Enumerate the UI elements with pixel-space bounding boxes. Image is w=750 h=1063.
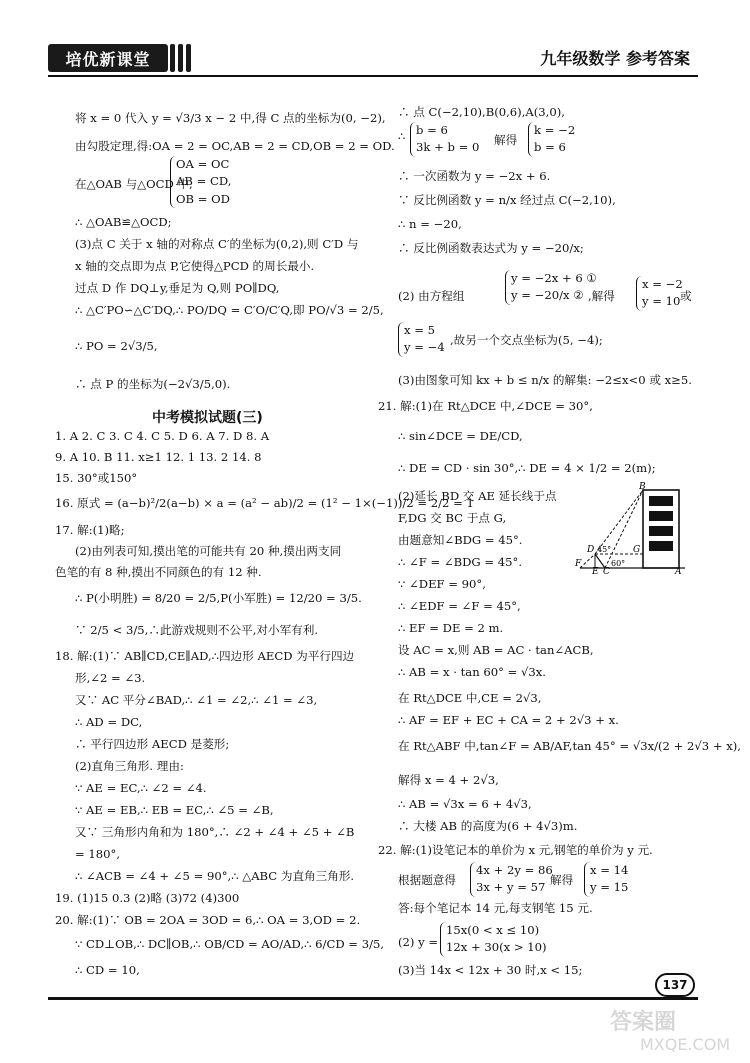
page-number: 137 [655,973,695,997]
text-line: ∴ 大楼 AB 的高度为(6 + 4√3)m. [398,819,578,833]
text-line: 解得 [550,873,574,887]
label-e: E [592,567,599,574]
label-b: B [639,482,646,492]
text-line: 答:每个笔记本 14 元,每支钢笔 15 元. [398,901,593,915]
window [649,541,673,551]
label-angle-45: 45° [597,545,612,554]
equation-system [584,862,628,897]
equation-system [505,270,597,305]
text-line: ∴ ∠F = ∠BDG = 45°. [398,555,523,569]
text-line: 设 AC = x,则 AB = AC · tan∠ACB, [398,643,594,657]
label-f: F [575,559,582,569]
window [649,511,673,521]
equation-system [470,862,553,897]
text-line: 将 x = 0 代入 y = √3/3 x − 2 中,得 C 点的坐标为(0, −2), [75,111,386,125]
text-line: ,故另一个交点坐标为(5, −4); [450,333,603,347]
window [649,496,673,506]
text-line: (2) 由方程组 [398,289,465,303]
text-line: ∴ ∠EDF = ∠F = 45°, [398,599,521,613]
equation: 12x + 30(x > 10) [446,940,547,955]
text-line: ,解得 [588,289,615,303]
text-line: ∴ CD = 10, [75,963,140,977]
text-line: 过点 D 作 DQ⊥y,垂足为 Q,则 PO∥DQ, [75,281,280,295]
text-line: ∴ ∠ACB = ∠4 + ∠5 = 90°,∴ △ABC 为直角三角形. [75,869,355,883]
text-line: (2)延长 BD 交 AE 延长线于点 [398,489,557,503]
answer-line: 19. (1)15 0.3 (2)略 (3)72 (4)300 [55,891,240,905]
series-badge: 培优新课堂 [48,44,168,72]
equation: y = −4 [404,340,445,355]
sight-line-cb [605,490,643,568]
segment-fd [580,554,595,568]
equation-system [440,922,547,957]
text-line: 由勾股定理,得:OA = 2 = OC,AB = 2 = CD,OB = 2 = OD. [75,139,395,153]
text-line: 解得 x = 4 + 2√3, [398,773,499,787]
header-divider [48,75,698,77]
text-line: ∴ AF = EF + EC + CA = 2 + 2√3 + x. [398,713,619,727]
text-line: 由题意知∠BDG = 45°. [398,533,523,547]
equation: OA = OC [176,157,230,171]
text-line: ∴ AB = √3x = 6 + 4√3, [398,797,532,811]
text-line: ∵ 2/5 < 3/5,∴此游戏规则不公平,对小军有利. [75,623,319,637]
text-line: 在 Rt△ABF 中,tan∠F = AB/AF,tan 45° = √3x/(2 + 2√3 + x), [398,739,741,753]
equation: 3x + y = 57 [476,880,546,895]
text-line: ∴ 平行四边形 AECD 是菱形; [75,737,230,751]
text-line: ∴ 反比例函数表达式为 y = −20/x; [398,241,584,255]
text-line: ∴ P(小明胜) = 8/20 = 2/5,P(小军胜) = 12/20 = 3/5. [75,591,362,605]
building-figure [575,482,690,574]
text-line: ∵ ∠DEF = 90°, [398,577,486,591]
text-line: ∴ DE = CD · sin 30°,∴ DE = 4 × 1/2 = 2(m); [398,461,656,475]
equation: y = 10 [642,294,681,309]
window [649,526,673,536]
label-d: D [587,545,595,555]
text-line: 又∵ AC 平分∠BAD,∴ ∠1 = ∠2,∴ ∠1 = ∠3, [75,693,318,707]
text-line: (2) y = [398,935,439,949]
text-line: ∵ AE = EB,∴ EB = EC,∴ ∠5 = ∠B, [75,803,274,817]
answer-line: 16. 原式 = (a−b)²/2(a−b) × a = (a² − ab)/2 = (1² − 1×(−1))/2 = 2/2 = 1 [55,496,474,510]
text-line: = 180°, [75,847,121,861]
header-decoration [170,44,192,72]
equation-system [398,322,445,357]
text-line: ∴ 点 P 的坐标为(−2√3/5,0). [75,377,231,391]
equation: x = −2 [642,277,683,291]
text-line: ∴ n = −20, [398,217,462,231]
equation: x = 5 [404,323,435,337]
watermark-url: MXQE.COM [640,1035,731,1054]
text-line: ∴ sin∠DCE = DE/CD, [398,429,523,443]
text-line: 解得 [494,133,518,147]
answer-line: 21. 解:(1)在 Rt△DCE 中,∠DCE = 30°, [378,399,593,413]
text-line: 色笔的有 8 种,摸出不同颜色的有 12 种. [55,565,262,579]
text-line: 形,∠2 = ∠3. [75,671,146,685]
text-line: 在△OAB 与△OCD 中, [75,177,193,191]
watermark-logo: 答案圈 [610,1010,677,1035]
text-line: ∴ △OAB≌△OCD; [75,215,172,229]
equation: y = −20/x ② [511,288,584,303]
answer-line: 18. 解:(1)∵ AB∥CD,CE∥AD,∴四边形 AECD 为平行四边 [55,649,355,663]
text-line: ∴ [398,129,406,143]
answer-line: 1. A 2. C 3. C 4. C 5. D 6. A 7. D 8. A [55,429,270,443]
slope-dc [595,554,605,568]
text-line: (2)直角三角形. 理由: [75,759,184,773]
text-line: 又∵ 三角形内角和为 180°,∴ ∠2 + ∠4 + ∠5 + ∠B [75,825,355,839]
text-line: 根据题意得 [398,873,456,887]
label-a: A [675,567,682,574]
text-line: ∴ 一次函数为 y = −2x + 6. [398,169,551,183]
text-line: x 轴的交点即为点 P,它使得△PCD 的周长最小. [75,259,315,273]
text-line: ∴ 点 C(−2,10),B(0,6),A(3,0), [398,105,565,119]
equation: x = 14 [590,863,629,877]
equation: AB = CD, [176,174,232,189]
text-line: ∵ AE = EC,∴ ∠2 = ∠4. [75,781,207,795]
text-line: ∵ CD⊥OB,∴ DC∥OB,∴ OB/CD = AO/AD,∴ 6/CD = 3/5, [75,937,385,951]
equation: OB = OD [176,191,230,206]
text-line: (3)点 C 关于 x 轴的对称点 C′的坐标为(0,2),则 C′D 与 [75,237,359,251]
text-line: (3)由图象可知 kx + b ≤ n/x 的解集: −2≤x<0 或 x≥5. [398,373,692,387]
section-title: 中考模拟试题(三) [152,410,263,426]
text-line: (2)由列表可知,摸出笔的可能共有 20 种,摸出两支同 [75,544,342,558]
text-line: ∴ PO = 2√3/5, [75,339,158,353]
header-title: 九年级数学 参考答案 [540,49,690,68]
text-line: ∵ 反比例函数 y = n/x 经过点 C(−2,10), [398,193,616,207]
equation: b = 6 [534,140,566,155]
text-line: ∴ △C′PO∽△C′DQ,∴ PO/DQ = C′O/C′Q,即 PO/√3 = 2/5, [75,303,384,317]
equation: y = −2x + 6 ① [511,271,597,285]
equation: 15x(0 < x ≤ 10) [446,923,540,937]
equation: k = −2 [534,123,576,137]
text-line: ∴ EF = DE = 2 m. [398,621,504,635]
equation-system [528,122,575,157]
answer-line: 9. A 10. B 11. x≥1 12. 1 13. 2 14. 8 [55,450,262,464]
equation: 3k + b = 0 [416,140,480,155]
equation-system [170,156,231,208]
equation-system [636,276,683,311]
equation-system [410,122,479,157]
text-line: (3)当 14x < 12x + 30 时,x < 15; [398,963,583,977]
label-g: G [633,545,641,555]
text-line: ∴ AB = x · tan 60° = √3x. [398,665,546,679]
label-angle-60: 60° [611,559,626,568]
equation: b = 6 [416,123,448,137]
label-c: C [603,567,610,574]
text-line: 在 Rt△DCE 中,CE = 2√3, [398,691,542,705]
answer-line: 17. 解:(1)略; [55,523,125,537]
footer-divider [48,997,698,1000]
equation: y = 15 [590,880,629,895]
text-line: ∴ AD = DC, [75,715,143,729]
answer-line: 15. 30°或150° [55,471,138,485]
answer-line: 20. 解:(1)∵ OB = 2OA = 3OD = 6,∴ OA = 3,OD = 2. [55,913,361,927]
text-line: 或 [680,289,692,303]
equation: 4x + 2y = 86 [476,863,553,877]
text-line: F,DG 交 BC 于点 G, [398,511,507,525]
answer-line: 22. 解:(1)设笔记本的单价为 x 元,钢笔的单价为 y 元. [378,843,653,857]
